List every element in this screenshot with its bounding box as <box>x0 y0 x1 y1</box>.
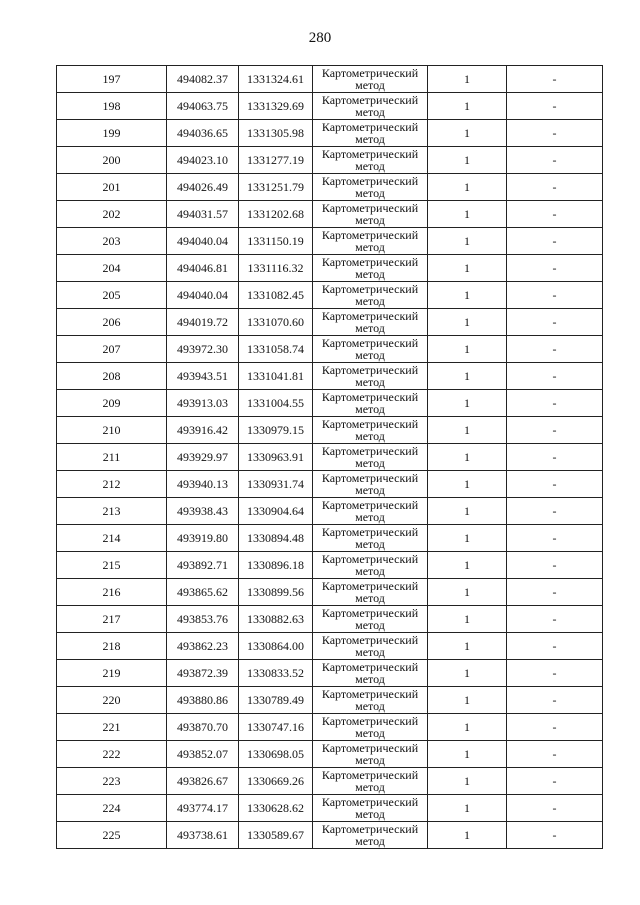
description-cell: - <box>507 66 603 93</box>
method-line-1: Картометрический <box>321 687 419 701</box>
y-coordinate-cell: 1330979.15 <box>239 417 313 444</box>
method-line-2: метод <box>355 213 385 227</box>
point-number-cell: 215 <box>57 552 167 579</box>
method-line-1: Картометрический <box>321 714 419 728</box>
description-cell: - <box>507 93 603 120</box>
accuracy-cell: 1 <box>428 201 507 228</box>
table-row <box>57 201 603 228</box>
method-cell <box>313 633 428 660</box>
coordinates-table <box>56 65 603 849</box>
method-line-1: Картометрический <box>321 498 419 512</box>
method-line-1: Картометрический <box>321 417 419 431</box>
method-cell <box>313 444 428 471</box>
method-line-2: метод <box>355 348 385 362</box>
y-coordinate-cell: 1330698.05 <box>239 741 313 768</box>
accuracy-cell: 1 <box>428 444 507 471</box>
accuracy-cell: 1 <box>428 822 507 849</box>
point-number-cell: 218 <box>57 633 167 660</box>
x-coordinate-cell: 493738.61 <box>167 822 239 849</box>
method-line-2: метод <box>355 591 385 605</box>
method-cell <box>313 471 428 498</box>
table-row <box>57 552 603 579</box>
x-coordinate-cell: 494031.57 <box>167 201 239 228</box>
method-line-2: метод <box>355 294 385 308</box>
description-cell: - <box>507 795 603 822</box>
point-number-cell: 224 <box>57 795 167 822</box>
y-coordinate-cell: 1331202.68 <box>239 201 313 228</box>
description-cell: - <box>507 579 603 606</box>
x-coordinate-cell: 493872.39 <box>167 660 239 687</box>
method-cell <box>313 390 428 417</box>
accuracy-cell: 1 <box>428 714 507 741</box>
accuracy-cell: 1 <box>428 660 507 687</box>
method-line-2: метод <box>355 834 385 848</box>
description-cell: - <box>507 336 603 363</box>
method-line-1: Картометрический <box>321 309 419 323</box>
x-coordinate-cell: 493929.97 <box>167 444 239 471</box>
accuracy-cell: 1 <box>428 228 507 255</box>
description-cell: - <box>507 687 603 714</box>
method-line-2: метод <box>355 375 385 389</box>
y-coordinate-cell: 1330931.74 <box>239 471 313 498</box>
x-coordinate-cell: 494063.75 <box>167 93 239 120</box>
point-number-cell: 212 <box>57 471 167 498</box>
method-cell <box>313 525 428 552</box>
method-cell <box>313 93 428 120</box>
point-number-cell: 197 <box>57 66 167 93</box>
point-number-cell: 206 <box>57 309 167 336</box>
y-coordinate-cell: 1330628.62 <box>239 795 313 822</box>
description-cell: - <box>507 309 603 336</box>
table-row <box>57 768 603 795</box>
y-coordinate-cell: 1330669.26 <box>239 768 313 795</box>
method-line-1: Картометрический <box>321 363 419 377</box>
x-coordinate-cell: 493852.07 <box>167 741 239 768</box>
method-line-2: метод <box>355 672 385 686</box>
method-line-2: метод <box>355 240 385 254</box>
method-line-2: метод <box>355 645 385 659</box>
point-number-cell: 222 <box>57 741 167 768</box>
table-row <box>57 174 603 201</box>
method-cell <box>313 714 428 741</box>
accuracy-cell: 1 <box>428 741 507 768</box>
method-line-2: метод <box>355 456 385 470</box>
point-number-cell: 223 <box>57 768 167 795</box>
method-line-2: метод <box>355 321 385 335</box>
y-coordinate-cell: 1330894.48 <box>239 525 313 552</box>
method-line-1: Картометрический <box>321 444 419 458</box>
description-cell: - <box>507 444 603 471</box>
x-coordinate-cell: 494036.65 <box>167 120 239 147</box>
table-row <box>57 687 603 714</box>
method-line-1: Картометрический <box>321 660 419 674</box>
description-cell: - <box>507 417 603 444</box>
method-line-2: метод <box>355 618 385 632</box>
method-line-1: Картометрический <box>321 120 419 134</box>
y-coordinate-cell: 1331324.61 <box>239 66 313 93</box>
method-line-1: Картометрический <box>321 147 419 161</box>
method-cell <box>313 174 428 201</box>
method-line-2: метод <box>355 537 385 551</box>
method-cell <box>313 66 428 93</box>
method-line-2: метод <box>355 807 385 821</box>
table-row <box>57 660 603 687</box>
method-line-2: метод <box>355 402 385 416</box>
method-line-2: метод <box>355 726 385 740</box>
y-coordinate-cell: 1331004.55 <box>239 390 313 417</box>
description-cell: - <box>507 660 603 687</box>
point-number-cell: 214 <box>57 525 167 552</box>
x-coordinate-cell: 493940.13 <box>167 471 239 498</box>
method-line-1: Картометрический <box>321 822 419 836</box>
method-cell <box>313 147 428 174</box>
point-number-cell: 220 <box>57 687 167 714</box>
accuracy-cell: 1 <box>428 174 507 201</box>
y-coordinate-cell: 1330896.18 <box>239 552 313 579</box>
x-coordinate-cell: 493892.71 <box>167 552 239 579</box>
description-cell: - <box>507 741 603 768</box>
method-cell <box>313 822 428 849</box>
table-row <box>57 336 603 363</box>
x-coordinate-cell: 493943.51 <box>167 363 239 390</box>
table-row <box>57 741 603 768</box>
table-row <box>57 471 603 498</box>
accuracy-cell: 1 <box>428 363 507 390</box>
y-coordinate-cell: 1330789.49 <box>239 687 313 714</box>
table-row <box>57 120 603 147</box>
y-coordinate-cell: 1331305.98 <box>239 120 313 147</box>
method-line-1: Картометрический <box>321 795 419 809</box>
method-line-2: метод <box>355 780 385 794</box>
method-line-1: Картометрический <box>321 768 419 782</box>
description-cell: - <box>507 282 603 309</box>
accuracy-cell: 1 <box>428 687 507 714</box>
x-coordinate-cell: 493913.03 <box>167 390 239 417</box>
y-coordinate-cell: 1331070.60 <box>239 309 313 336</box>
accuracy-cell: 1 <box>428 255 507 282</box>
point-number-cell: 200 <box>57 147 167 174</box>
method-line-1: Картометрический <box>321 174 419 188</box>
point-number-cell: 221 <box>57 714 167 741</box>
x-coordinate-cell: 493862.23 <box>167 633 239 660</box>
x-coordinate-cell: 493853.76 <box>167 606 239 633</box>
point-number-cell: 208 <box>57 363 167 390</box>
table-row <box>57 228 603 255</box>
method-line-1: Картометрический <box>321 390 419 404</box>
table-row <box>57 309 603 336</box>
x-coordinate-cell: 494040.04 <box>167 228 239 255</box>
point-number-cell: 203 <box>57 228 167 255</box>
y-coordinate-cell: 1331277.19 <box>239 147 313 174</box>
table-row <box>57 633 603 660</box>
x-coordinate-cell: 493865.62 <box>167 579 239 606</box>
method-cell <box>313 660 428 687</box>
description-cell: - <box>507 606 603 633</box>
description-cell: - <box>507 714 603 741</box>
table-row <box>57 390 603 417</box>
point-number-cell: 204 <box>57 255 167 282</box>
accuracy-cell: 1 <box>428 147 507 174</box>
table-row <box>57 525 603 552</box>
y-coordinate-cell: 1330904.64 <box>239 498 313 525</box>
method-line-1: Картометрический <box>321 741 419 755</box>
accuracy-cell: 1 <box>428 309 507 336</box>
table-row <box>57 93 603 120</box>
x-coordinate-cell: 493774.17 <box>167 795 239 822</box>
point-number-cell: 210 <box>57 417 167 444</box>
method-line-1: Картометрический <box>321 255 419 269</box>
method-line-2: метод <box>355 564 385 578</box>
description-cell: - <box>507 768 603 795</box>
description-cell: - <box>507 471 603 498</box>
y-coordinate-cell: 1331329.69 <box>239 93 313 120</box>
method-cell <box>313 255 428 282</box>
description-cell: - <box>507 228 603 255</box>
method-line-1: Картометрический <box>321 336 419 350</box>
x-coordinate-cell: 493880.86 <box>167 687 239 714</box>
point-number-cell: 199 <box>57 120 167 147</box>
description-cell: - <box>507 255 603 282</box>
method-cell <box>313 498 428 525</box>
description-cell: - <box>507 174 603 201</box>
y-coordinate-cell: 1330963.91 <box>239 444 313 471</box>
description-cell: - <box>507 552 603 579</box>
x-coordinate-cell: 494019.72 <box>167 309 239 336</box>
accuracy-cell: 1 <box>428 498 507 525</box>
y-coordinate-cell: 1330747.16 <box>239 714 313 741</box>
accuracy-cell: 1 <box>428 552 507 579</box>
method-line-2: метод <box>355 78 385 92</box>
description-cell: - <box>507 147 603 174</box>
x-coordinate-cell: 493826.67 <box>167 768 239 795</box>
method-line-2: метод <box>355 186 385 200</box>
point-number-cell: 198 <box>57 93 167 120</box>
method-line-2: метод <box>355 105 385 119</box>
method-line-1: Картометрический <box>321 228 419 242</box>
method-cell <box>313 309 428 336</box>
point-number-cell: 209 <box>57 390 167 417</box>
method-cell <box>313 201 428 228</box>
y-coordinate-cell: 1331058.74 <box>239 336 313 363</box>
x-coordinate-cell: 493870.70 <box>167 714 239 741</box>
accuracy-cell: 1 <box>428 768 507 795</box>
x-coordinate-cell: 494023.10 <box>167 147 239 174</box>
table-row <box>57 714 603 741</box>
table-row <box>57 444 603 471</box>
method-line-2: метод <box>355 132 385 146</box>
table-row <box>57 282 603 309</box>
point-number-cell: 225 <box>57 822 167 849</box>
method-line-2: метод <box>355 267 385 281</box>
page-number: 280 <box>308 30 332 46</box>
accuracy-cell: 1 <box>428 579 507 606</box>
point-number-cell: 202 <box>57 201 167 228</box>
description-cell: - <box>507 120 603 147</box>
table-row <box>57 606 603 633</box>
y-coordinate-cell: 1331041.81 <box>239 363 313 390</box>
y-coordinate-cell: 1331082.45 <box>239 282 313 309</box>
method-line-1: Картометрический <box>321 633 419 647</box>
method-line-2: метод <box>355 699 385 713</box>
y-coordinate-cell: 1330833.52 <box>239 660 313 687</box>
table-body <box>57 66 603 849</box>
table-row <box>57 498 603 525</box>
method-line-1: Картометрический <box>321 66 419 80</box>
y-coordinate-cell: 1330864.00 <box>239 633 313 660</box>
point-number-cell: 219 <box>57 660 167 687</box>
accuracy-cell: 1 <box>428 93 507 120</box>
accuracy-cell: 1 <box>428 336 507 363</box>
description-cell: - <box>507 201 603 228</box>
table-row <box>57 363 603 390</box>
x-coordinate-cell: 494082.37 <box>167 66 239 93</box>
description-cell: - <box>507 525 603 552</box>
method-line-2: метод <box>355 159 385 173</box>
method-line-1: Картометрический <box>321 579 419 593</box>
point-number-cell: 217 <box>57 606 167 633</box>
method-line-1: Картометрический <box>321 93 419 107</box>
point-number-cell: 216 <box>57 579 167 606</box>
point-number-cell: 207 <box>57 336 167 363</box>
table-row <box>57 66 603 93</box>
table-row <box>57 579 603 606</box>
x-coordinate-cell: 494040.04 <box>167 282 239 309</box>
accuracy-cell: 1 <box>428 606 507 633</box>
method-line-1: Картометрический <box>321 606 419 620</box>
x-coordinate-cell: 494026.49 <box>167 174 239 201</box>
method-line-2: метод <box>355 483 385 497</box>
method-line-1: Картометрический <box>321 471 419 485</box>
table-row <box>57 822 603 849</box>
accuracy-cell: 1 <box>428 120 507 147</box>
table-row <box>57 255 603 282</box>
method-line-1: Картометрический <box>321 282 419 296</box>
method-line-1: Картометрический <box>321 201 419 215</box>
y-coordinate-cell: 1330589.67 <box>239 822 313 849</box>
x-coordinate-cell: 493938.43 <box>167 498 239 525</box>
method-cell <box>313 417 428 444</box>
method-line-2: метод <box>355 429 385 443</box>
y-coordinate-cell: 1330882.63 <box>239 606 313 633</box>
description-cell: - <box>507 363 603 390</box>
table-row <box>57 417 603 444</box>
method-cell <box>313 552 428 579</box>
point-number-cell: 213 <box>57 498 167 525</box>
x-coordinate-cell: 494046.81 <box>167 255 239 282</box>
method-cell <box>313 687 428 714</box>
method-cell <box>313 120 428 147</box>
method-cell <box>313 768 428 795</box>
accuracy-cell: 1 <box>428 282 507 309</box>
point-number-cell: 211 <box>57 444 167 471</box>
description-cell: - <box>507 633 603 660</box>
table-row <box>57 147 603 174</box>
method-line-2: метод <box>355 510 385 524</box>
accuracy-cell: 1 <box>428 795 507 822</box>
accuracy-cell: 1 <box>428 525 507 552</box>
accuracy-cell: 1 <box>428 390 507 417</box>
point-number-cell: 201 <box>57 174 167 201</box>
y-coordinate-cell: 1331251.79 <box>239 174 313 201</box>
method-cell <box>313 741 428 768</box>
y-coordinate-cell: 1331150.19 <box>239 228 313 255</box>
method-line-1: Картометрический <box>321 552 419 566</box>
method-cell <box>313 579 428 606</box>
accuracy-cell: 1 <box>428 633 507 660</box>
description-cell: - <box>507 390 603 417</box>
method-cell <box>313 606 428 633</box>
method-cell <box>313 228 428 255</box>
table-row <box>57 795 603 822</box>
x-coordinate-cell: 493972.30 <box>167 336 239 363</box>
method-cell <box>313 336 428 363</box>
x-coordinate-cell: 493916.42 <box>167 417 239 444</box>
method-cell <box>313 363 428 390</box>
y-coordinate-cell: 1331116.32 <box>239 255 313 282</box>
method-cell <box>313 282 428 309</box>
method-line-1: Картометрический <box>321 525 419 539</box>
point-number-cell: 205 <box>57 282 167 309</box>
method-cell <box>313 795 428 822</box>
accuracy-cell: 1 <box>428 417 507 444</box>
accuracy-cell: 1 <box>428 66 507 93</box>
accuracy-cell: 1 <box>428 471 507 498</box>
description-cell: - <box>507 822 603 849</box>
y-coordinate-cell: 1330899.56 <box>239 579 313 606</box>
description-cell: - <box>507 498 603 525</box>
method-line-2: метод <box>355 753 385 767</box>
x-coordinate-cell: 493919.80 <box>167 525 239 552</box>
